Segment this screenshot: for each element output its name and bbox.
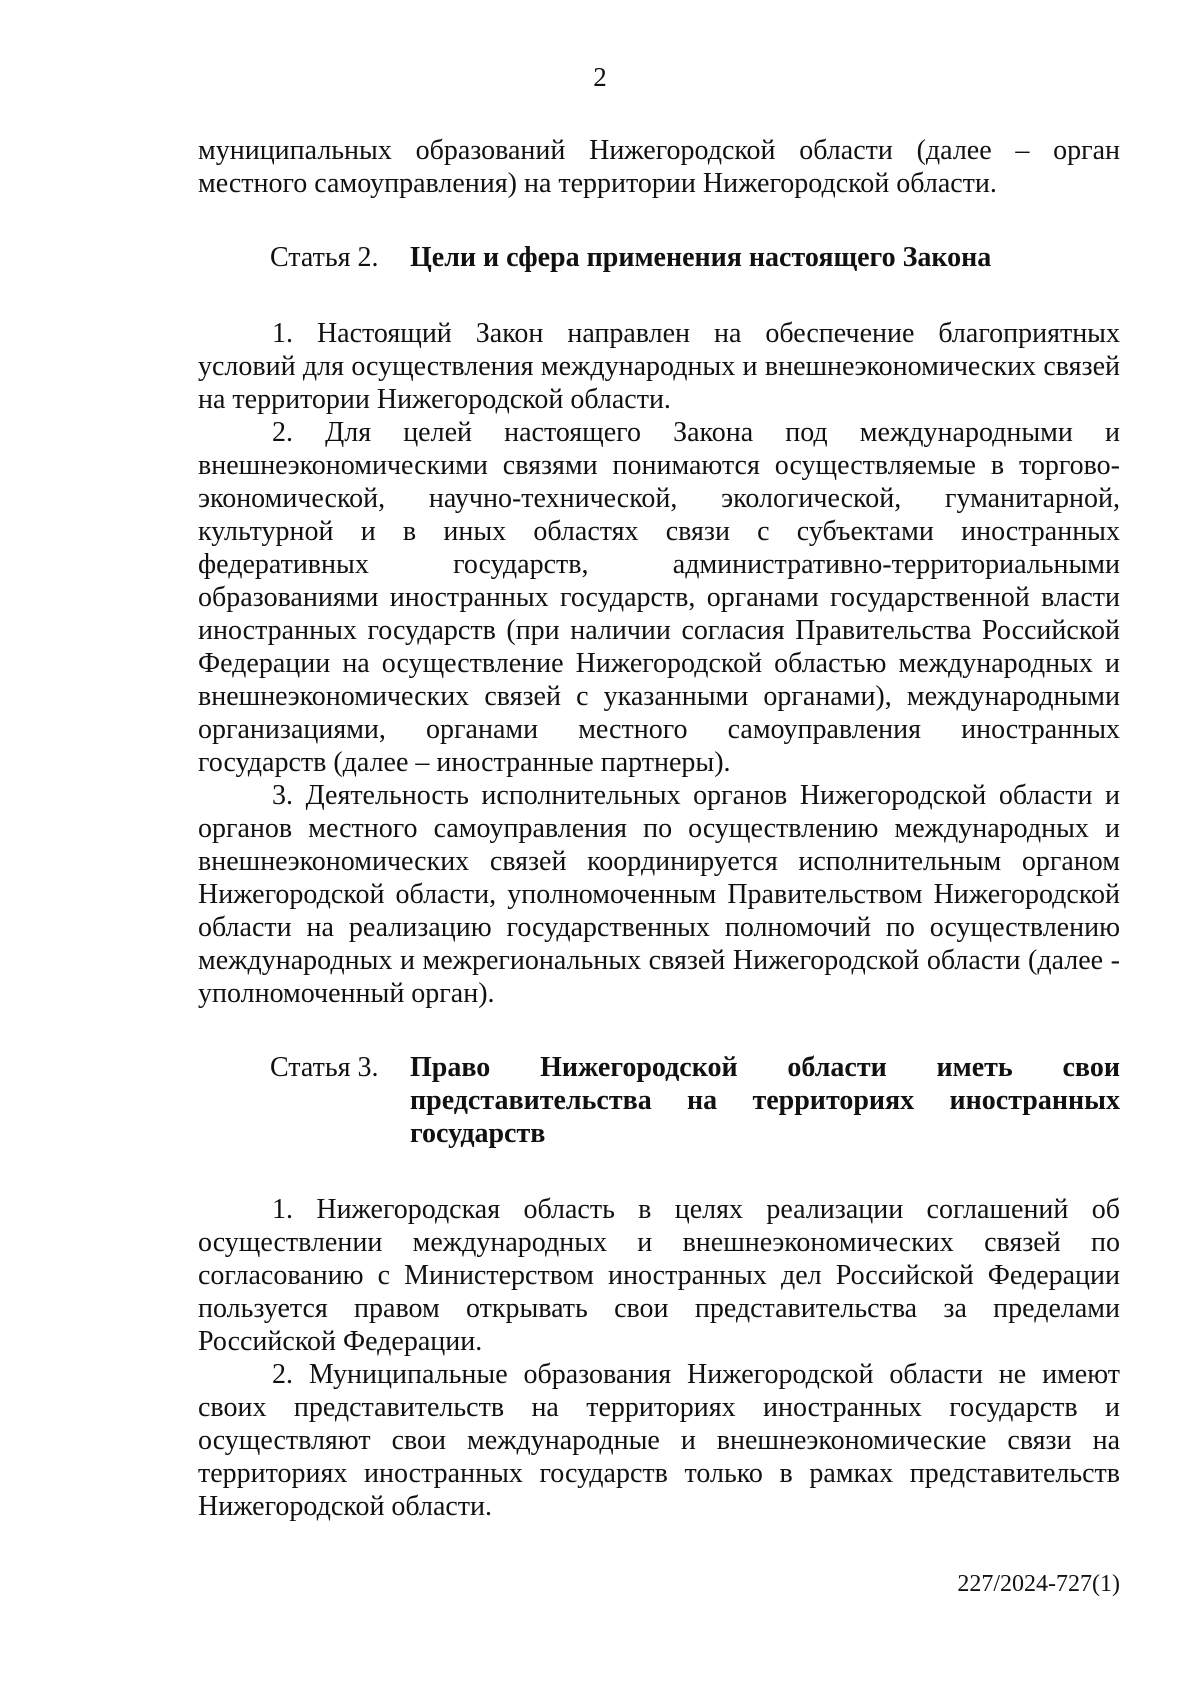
page-number: 2 bbox=[593, 62, 607, 92]
article-3-title: Право Нижегородской области иметь свои представительства на территориях иностранных государств bbox=[410, 1052, 1120, 1149]
article-2-heading bbox=[198, 241, 1120, 274]
article-2-paragraph-1: 1. Настоящий Закон направлен на обеспечение благоприятных условий для осуществления международных и внешнеэкономических связей на территории Нижегородской области. bbox=[198, 318, 1120, 415]
article-2-body bbox=[198, 317, 1120, 1010]
article-2-label: Статья 2. bbox=[270, 242, 379, 273]
article-2-paragraph-3: 3. Деятельность исполнительных органов Нижегородской области и органов местного самоуправления по осуществлению международных и внешнеэкономических связей координируется исполнительным органом Нижегородской области, уполномоченным Правительством Нижегородской области на реализацию государственных полномочий по осуществлению международных и межрегиональных связей Нижегородской области (далее - уполномоченный орган). bbox=[198, 780, 1120, 1009]
intro-paragraph: муниципальных образований Нижегородской области (далее – орган местного самоуправления) на территории Нижегородской области. bbox=[198, 135, 1120, 199]
document-body bbox=[198, 134, 1120, 1523]
article-3-paragraph-2: 2. Муниципальные образования Нижегородской области не имеют своих представительств на территориях иностранных государств и осуществляют свои международные и внешнеэкономические связи на территориях иностранных государств только в рамках представительств Нижегородской области. bbox=[198, 1359, 1120, 1522]
article-2-paragraph-2: 2. Для целей настоящего Закона под международными и внешнеэкономическими связями понимаются осуществляемые в торгово-экономической, научно-технической, экологической, гуманитарной, культурной и в иных областях связи с субъектами иностранных федеративных государств, административно-территориальными образованиями иностранных государств, органами государственной власти иностранных государств (при наличии согласия Правительства Российской Федерации на осуществление Нижегородской областью международных и внешнеэкономических связей с указанными органами), международными организациями, органами местного самоуправления иностранных государств (далее – иностранные партнеры). bbox=[198, 417, 1120, 778]
article-3-label: Статья 3. bbox=[270, 1052, 379, 1083]
article-2-title: Цели и сфера применения настоящего Закона bbox=[410, 242, 992, 273]
article-3-paragraph-1: 1. Нижегородская область в целях реализации соглашений об осуществлении международных и внешнеэкономических связей по согласованию с Министерством иностранных дел Российской Федерации пользуется правом открывать свои представительства за пределами Российской Федерации. bbox=[198, 1194, 1120, 1357]
article-3-heading bbox=[198, 1051, 1120, 1150]
article-3-body bbox=[198, 1193, 1120, 1523]
document-registration-code: 227/2024-727(1) bbox=[957, 1571, 1120, 1597]
